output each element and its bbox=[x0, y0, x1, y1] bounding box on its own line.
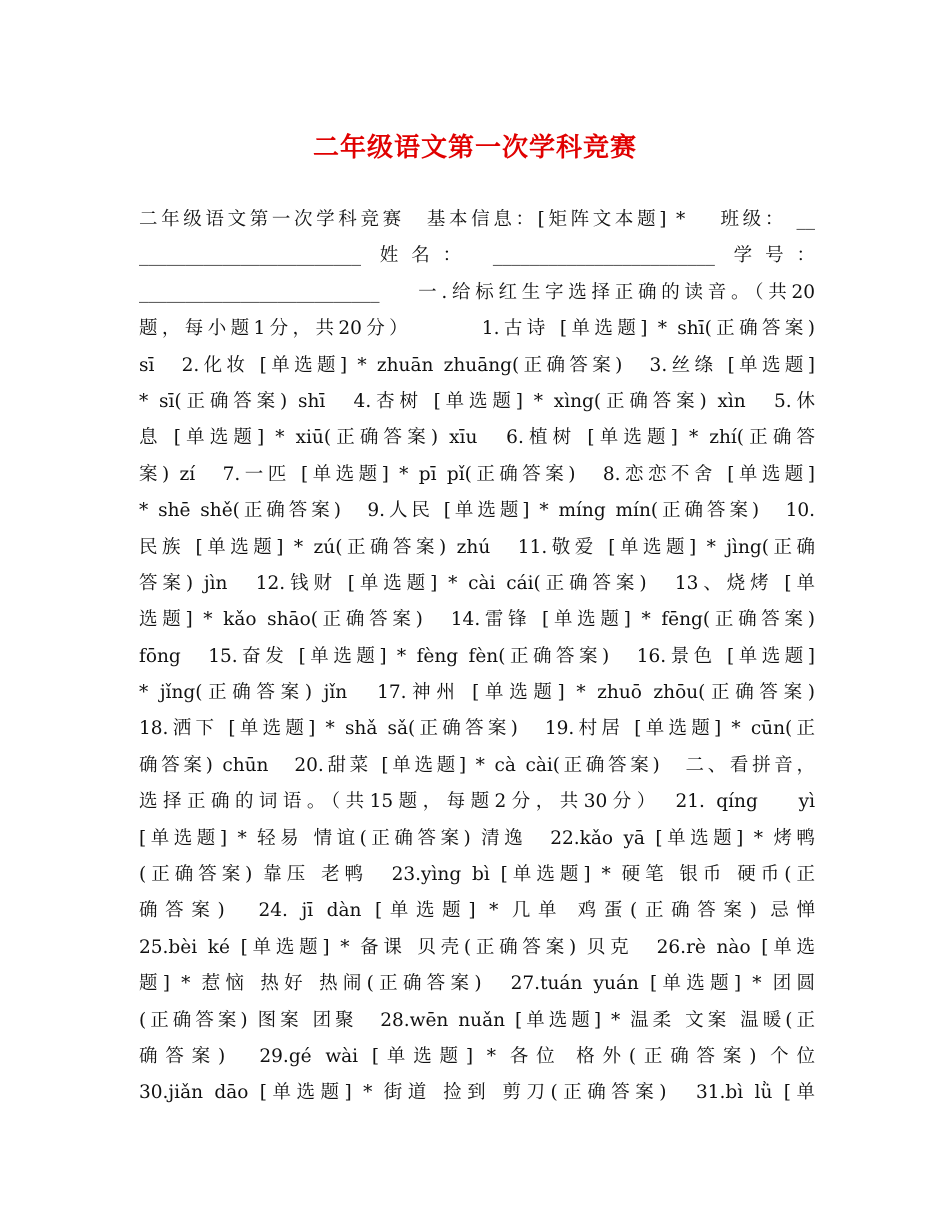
body-line: (正确答案) 靠压 老鸭 23.yìng bì [单选题] * 硬笔 银币 硬币(正 bbox=[139, 864, 815, 886]
body-line: 民族 [单选题] * zú(正确答案) zhú 11.敬爱 [单选题] * jìng(正确 bbox=[139, 536, 815, 558]
body-line: 案) zí 7.一匹 [单选题] * pī pǐ(正确答案) 8.恋恋不舍 [单选题] bbox=[139, 463, 815, 485]
body-line: 确答案) 24. jī dàn [单选题] * 几单 鸡蛋(正确答案) 忌惮 bbox=[139, 900, 815, 922]
body-line: 18.洒下 [单选题] * shǎ sǎ(正确答案) 19.村居 [单选题] * cūn(正 bbox=[139, 718, 815, 740]
body-line: 二年级语文第一次学科竞赛 基本信息：[矩阵文本题] * 班级： __ bbox=[139, 209, 815, 230]
body-line: 答案) jìn 12.钱财 [单选题] * cài cái(正确答案) 13、烧烤 [单 bbox=[139, 572, 815, 594]
body-line: 选题] * kǎo shāo(正确答案) 14.雷锋 [单选题] * fēng(正确答案) bbox=[139, 609, 815, 631]
body-line: 题] * 惹恼 热好 热闹(正确答案) 27.tuán yuán [单选题] * 团圆 bbox=[139, 973, 815, 995]
body-line: 确答案) 29.gé wài [单选题] * 各位 格外(正确答案) 个位 bbox=[139, 1045, 815, 1067]
document-body bbox=[139, 202, 815, 1112]
body-line: * sī(正确答案) shī 4.杏树 [单选题] * xìng(正确答案) xìn 5.休 bbox=[139, 390, 815, 412]
body-line: (正确答案) 图案 团聚 28.wēn nuǎn [单选题] * 温柔 文案 温暖(正 bbox=[139, 1009, 815, 1031]
body-line: __________________________ 一.给标红生字选择正确的读音。（共20 bbox=[139, 281, 815, 303]
body-line: * jǐng(正确答案) jǐn 17.神州 [单选题] * zhuō zhōu(正确答案) bbox=[139, 682, 815, 704]
body-line: [单选题] * 轻易 情谊(正确答案) 清逸 22.kǎo yā [单选题] * 烤鸭 bbox=[139, 827, 815, 849]
body-line: 选择正确的词语。（共15题，每题2分，共30分） 21. qíng yì bbox=[139, 791, 815, 813]
body-line: 息 [单选题] * xiū(正确答案) xīu 6.植树 [单选题] * zhí(正确答 bbox=[139, 427, 815, 449]
body-line: ________________________ 姓名： ________________________ 学号： bbox=[139, 245, 815, 267]
body-line: 25.bèi ké [单选题] * 备课 贝壳(正确答案) 贝克 26.rè nào [单选 bbox=[139, 936, 815, 958]
body-line: 题，每小题1分，共20分） 1.古诗 [单选题] * shī(正确答案) bbox=[139, 318, 815, 340]
body-line: fōng 15.奋发 [单选题] * fèng fèn(正确答案) 16.景色 [单选题] bbox=[139, 645, 815, 667]
body-line: 30.jiǎn dāo [单选题] * 街道 捡到 剪刀(正确答案) 31.bì lǜ [单 bbox=[139, 1082, 815, 1104]
body-line: sī 2.化妆 [单选题] * zhuān zhuāng(正确答案) 3.丝绦 [单选题] bbox=[139, 354, 815, 376]
body-line: 确答案) chūn 20.甜菜 [单选题] * cà cài(正确答案) 二、看拼音， bbox=[139, 754, 815, 776]
document-title: 二年级语文第一次学科竞赛 bbox=[312, 133, 637, 163]
body-line: * shē shě(正确答案) 9.人民 [单选题] * míng mín(正确答案) 10. bbox=[139, 500, 815, 522]
